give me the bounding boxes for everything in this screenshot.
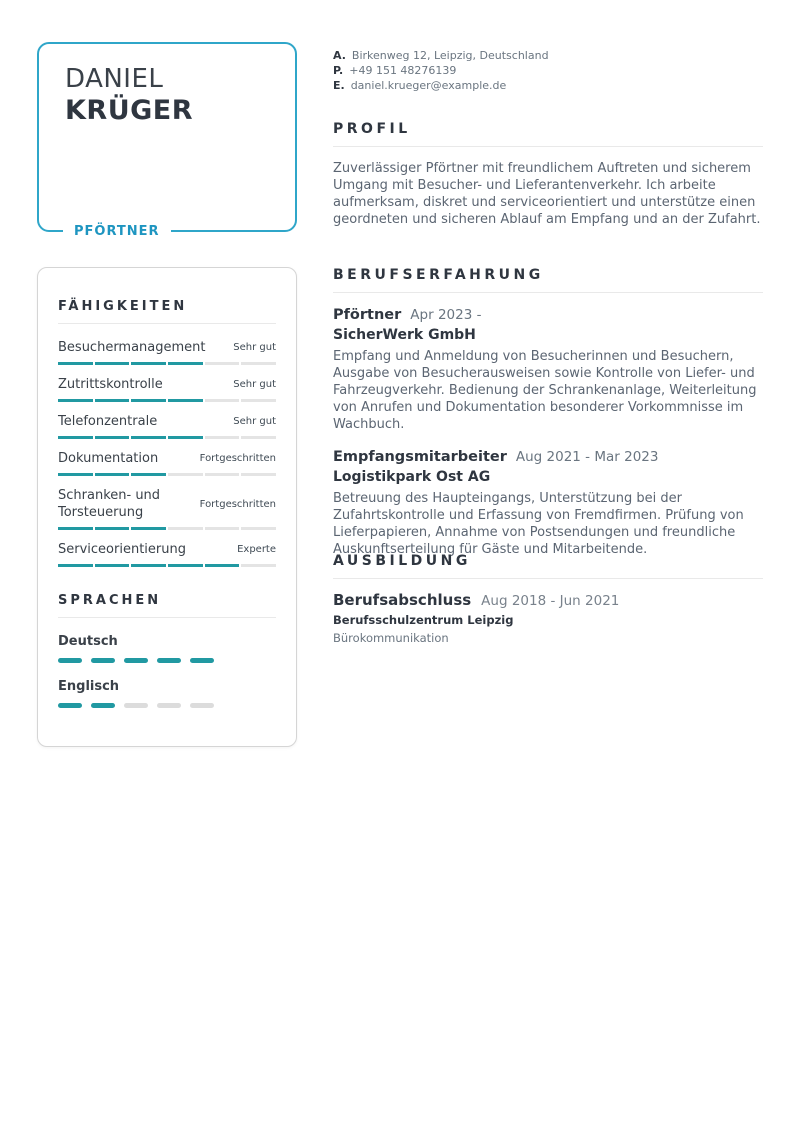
skill-item bbox=[58, 541, 276, 567]
skill-progress-bar bbox=[58, 564, 276, 567]
job-company: SicherWerk GmbH bbox=[333, 327, 476, 343]
skills-list bbox=[58, 339, 276, 567]
job-entry bbox=[333, 449, 763, 558]
level-segment-filled bbox=[131, 473, 166, 476]
languages-list bbox=[58, 634, 276, 708]
level-segment-empty bbox=[241, 564, 276, 567]
job-title: Empfangsmitarbeiter bbox=[333, 449, 507, 465]
skill-level: Sehr gut bbox=[233, 379, 276, 390]
education-heading: AUSBILDUNG bbox=[333, 553, 471, 569]
language-name: Deutsch bbox=[58, 634, 118, 649]
email-value: daniel.krueger@example.de bbox=[350, 79, 507, 92]
divider bbox=[58, 323, 276, 324]
skill-level: Fortgeschritten bbox=[199, 453, 276, 464]
level-segment-filled bbox=[168, 399, 203, 402]
skill-progress-bar bbox=[58, 399, 276, 402]
level-segment-filled bbox=[131, 527, 166, 530]
skills-heading: FÄHIGKEITEN bbox=[58, 299, 188, 314]
level-segment-filled bbox=[58, 703, 82, 708]
level-segment-filled bbox=[95, 564, 130, 567]
experience-section bbox=[333, 267, 763, 558]
last-name: KRÜGER bbox=[65, 95, 194, 127]
skill-progress-bar bbox=[58, 362, 276, 365]
level-segment-filled bbox=[91, 658, 115, 663]
job-title: Pförtner bbox=[333, 307, 402, 323]
skill-level: Sehr gut bbox=[233, 342, 276, 353]
job-description: Empfang und Anmeldung von Besucherinnen und Besuchern, Ausgabe von Besucherausweisen sowie Kontrolle von Liefer- und Fahrzeugverkehr. Bedienung der Schrankenanlage, Weiterleitung von Anrufen und Dokumentation besonderer Vorkommnisse im Wachbuch. bbox=[333, 349, 757, 432]
job-title-tag: PFÖRTNER bbox=[63, 224, 171, 239]
level-segment-filled bbox=[168, 564, 203, 567]
skill-item bbox=[58, 413, 276, 439]
skill-name: Zutrittskontrolle bbox=[58, 377, 163, 392]
address-value: Birkenweg 12, Leipzig, Deutschland bbox=[351, 49, 549, 62]
skill-progress-bar bbox=[58, 527, 276, 530]
phone-value: +49 151 48276139 bbox=[349, 64, 457, 77]
level-segment-empty bbox=[241, 436, 276, 439]
level-segment-filled bbox=[95, 527, 130, 530]
languages-heading: SPRACHEN bbox=[58, 593, 162, 608]
level-segment-filled bbox=[95, 473, 130, 476]
language-item bbox=[58, 679, 276, 708]
profile-text: Zuverlässiger Pförtner mit freundlichem Auftreten und sicherem Umgang mit Besucher- und Lieferantenverkehr. Ich arbeite aufmerksam, diskret und serviceorientiert und unterstütze einen geordneten und sicheren Ablauf am Empfang und an der Zufahrt. bbox=[333, 161, 761, 227]
level-segment-filled bbox=[58, 362, 93, 365]
skills-card bbox=[37, 267, 297, 747]
education-school: Berufsschulzentrum Leipzig bbox=[333, 613, 514, 627]
skill-item bbox=[58, 376, 276, 402]
contact-block bbox=[333, 48, 763, 93]
level-segment-empty bbox=[205, 399, 240, 402]
divider bbox=[58, 617, 276, 618]
job-company: Logistikpark Ost AG bbox=[333, 469, 491, 485]
contact-phone-row bbox=[333, 63, 763, 78]
job-entry bbox=[333, 307, 763, 433]
level-segment-filled bbox=[190, 658, 214, 663]
level-segment-filled bbox=[58, 527, 93, 530]
level-segment-empty bbox=[205, 527, 240, 530]
level-segment-filled bbox=[131, 436, 166, 439]
skill-level: Experte bbox=[237, 544, 276, 555]
level-segment-empty bbox=[205, 362, 240, 365]
level-segment-filled bbox=[95, 362, 130, 365]
skill-name: Dokumentation bbox=[58, 451, 159, 466]
level-segment-empty bbox=[168, 527, 203, 530]
education-section bbox=[333, 553, 763, 645]
level-segment-filled bbox=[205, 564, 240, 567]
contact-email-row bbox=[333, 78, 763, 93]
name-card bbox=[37, 42, 297, 239]
job-dates: Aug 2021 - Mar 2023 bbox=[515, 449, 659, 465]
skill-name: Telefonzentrale bbox=[58, 414, 158, 429]
skill-progress-bar bbox=[58, 473, 276, 476]
skill-item bbox=[58, 339, 276, 365]
phone-label: P. bbox=[333, 64, 344, 77]
level-segment-filled bbox=[58, 658, 82, 663]
language-level-dots bbox=[58, 703, 276, 708]
level-segment-empty bbox=[241, 362, 276, 365]
skill-level: Sehr gut bbox=[233, 416, 276, 427]
level-segment-empty bbox=[168, 473, 203, 476]
level-segment-filled bbox=[168, 436, 203, 439]
level-segment-filled bbox=[131, 564, 166, 567]
level-segment-filled bbox=[58, 473, 93, 476]
first-name: DANIEL bbox=[65, 64, 164, 94]
email-label: E. bbox=[333, 79, 345, 92]
level-segment-empty bbox=[241, 527, 276, 530]
profile-heading: PROFIL bbox=[333, 121, 411, 137]
skill-progress-bar bbox=[58, 436, 276, 439]
education-dates: Aug 2018 - Jun 2021 bbox=[481, 593, 620, 609]
divider bbox=[333, 146, 763, 147]
experience-heading: BERUFSERFAHRUNG bbox=[333, 267, 544, 283]
level-segment-empty bbox=[205, 473, 240, 476]
level-segment-filled bbox=[58, 399, 93, 402]
language-level-dots bbox=[58, 658, 276, 663]
level-segment-filled bbox=[91, 703, 115, 708]
level-segment-filled bbox=[95, 436, 130, 439]
level-segment-filled bbox=[95, 399, 130, 402]
skill-level: Fortgeschritten bbox=[199, 498, 276, 510]
level-segment-empty bbox=[241, 473, 276, 476]
skill-name: Serviceorientierung bbox=[58, 542, 186, 557]
language-name: Englisch bbox=[58, 679, 120, 694]
level-segment-filled bbox=[131, 399, 166, 402]
level-segment-filled bbox=[58, 564, 93, 567]
divider bbox=[333, 578, 763, 579]
contact-address-row bbox=[333, 48, 763, 63]
education-degree: Berufsabschluss bbox=[333, 591, 472, 609]
language-item bbox=[58, 634, 276, 663]
level-segment-empty bbox=[205, 436, 240, 439]
level-segment-filled bbox=[131, 362, 166, 365]
level-segment-empty bbox=[241, 399, 276, 402]
education-entry bbox=[333, 591, 763, 645]
profile-section bbox=[333, 121, 763, 228]
level-segment-empty bbox=[157, 703, 181, 708]
skill-name: Besuchermanagement bbox=[58, 340, 206, 355]
divider bbox=[333, 292, 763, 293]
level-segment-filled bbox=[157, 658, 181, 663]
skill-item bbox=[58, 487, 276, 530]
level-segment-filled bbox=[168, 362, 203, 365]
level-segment-empty bbox=[124, 703, 148, 708]
address-label: A. bbox=[333, 49, 346, 62]
education-field: Bürokommunikation bbox=[333, 631, 449, 645]
level-segment-filled bbox=[124, 658, 148, 663]
name-block bbox=[39, 44, 295, 128]
skill-item bbox=[58, 450, 276, 476]
skill-name: Schranken- und Torsteuerung bbox=[58, 488, 161, 520]
job-description: Betreuung des Haupteingangs, Unterstützung bei der Zufahrtskontrolle und Erfassung von Fremdfirmen. Prüfung von Lieferpapieren, Annahme von Postsendungen und freundliche Auskunftserteilung für Gäste und Mitarbeitende. bbox=[333, 491, 744, 557]
level-segment-filled bbox=[58, 436, 93, 439]
job-dates: Apr 2023 - bbox=[410, 307, 482, 323]
level-segment-empty bbox=[190, 703, 214, 708]
